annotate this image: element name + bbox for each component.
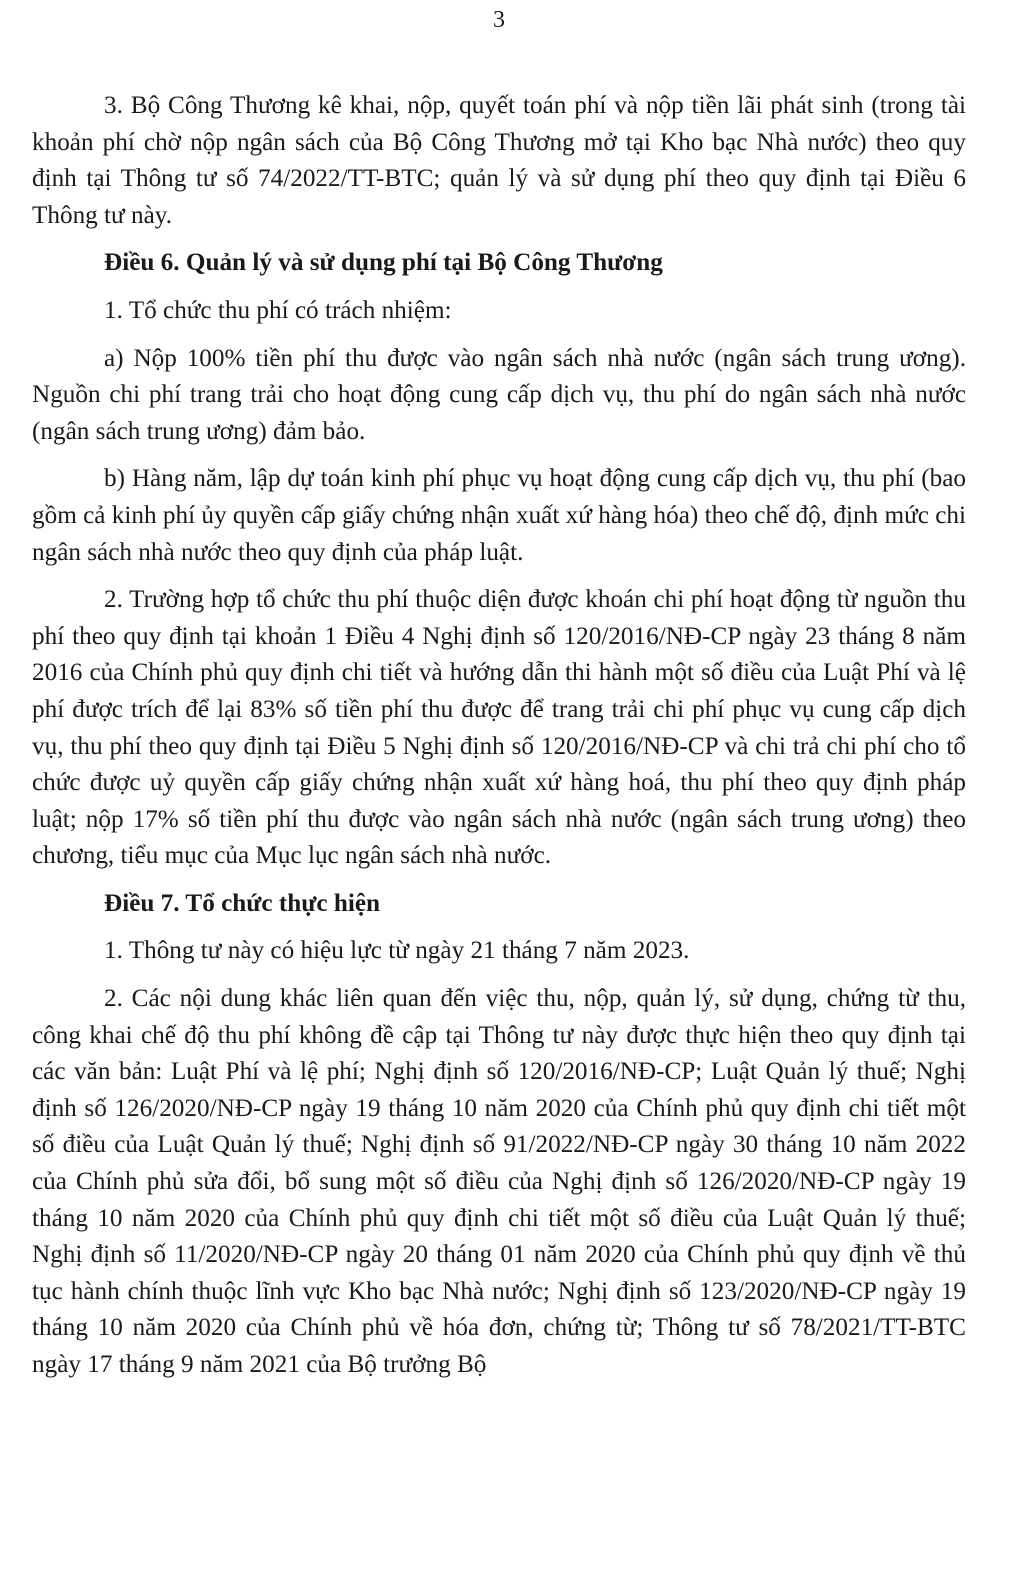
body-paragraph: a) Nộp 100% tiền phí thu được vào ngân sách nhà nước (ngân sách trung ương). Nguồn chi phí trang trải cho hoạt động cung cấp dịch vụ, thu phí do ngân sách nhà nước (ngân sách trung ương) đảm bảo.	[32, 344, 966, 445]
body-paragraph: 1. Thông tư này có hiệu lực từ ngày 21 tháng 7 năm 2023.	[104, 937, 690, 965]
body-paragraph: 2. Các nội dung khác liên quan đến việc thu, nộp, quản lý, sử dụng, chứng từ thu, công khai chế độ thu phí không đề cập tại Thông tư này được thực hiện theo quy định tại các văn bản: Luật Phí và lệ phí; Nghị định số 120/2016/NĐ-CP; Luật Quản lý thuế; Nghị định số 126/2020/NĐ-CP ngày 19 tháng 10 năm 2020 của Chính phủ quy định chi tiết một số điều của Luật Quản lý thuế; Nghị định số 91/2022/NĐ-CP ngày 30 tháng 10 năm 2022 của Chính phủ sửa đổi, bổ sung một số điều của Nghị định số 126/2020/NĐ-CP ngày 19 tháng 10 năm 2020 của Chính phủ quy định chi tiết một số điều của Luật Quản lý thuế; Nghị định số 11/2020/NĐ-CP ngày 20 tháng 01 năm 2020 của Chính phủ quy định về thủ tục hành chính thuộc lĩnh vực Kho bạc Nhà nước; Nghị định số 123/2020/NĐ-CP ngày 19 tháng 10 năm 2020 của Chính phủ về hóa đơn, chứng từ; Thông tư số 78/2021/TT-BTC ngày 17 tháng 9 năm 2021 của Bộ trưởng Bộ	[32, 985, 966, 1378]
body-paragraph: b) Hàng năm, lập dự toán kinh phí phục vụ hoạt động cung cấp dịch vụ, thu phí (bao gồm cả kinh phí ủy quyền cấp giấy chứng nhận xuất xứ hàng hóa) theo chế độ, định mức chi ngân sách nhà nước theo quy định của pháp luật.	[32, 465, 966, 566]
body-paragraph: 2. Trường hợp tổ chức thu phí thuộc diện được khoán chi phí hoạt động từ nguồn thu phí theo quy định tại khoản 1 Điều 4 Nghị định số 120/2016/NĐ-CP ngày 23 tháng 8 năm 2016 của Chính phủ quy định chi tiết và hướng dẫn thi hành một số điều của Luật Phí và lệ phí được trích để lại 83% số tiền phí thu được để trang trải chi phí phục vụ cung cấp dịch vụ, thu phí theo quy định tại Điều 5 Nghị định số 120/2016/NĐ-CP và chi trả chi phí cho tổ chức được uỷ quyền cấp giấy chứng nhận xuất xứ hàng hoá, thu phí theo quy định pháp luật; nộp 17% số tiền phí thu được vào ngân sách nhà nước (ngân sách trung ương) theo chương, tiểu mục của Mục lục ngân sách nhà nước.	[32, 586, 966, 870]
page-number: 3	[493, 7, 505, 33]
section-heading: Điều 7. Tổ chức thực hiện	[104, 889, 381, 917]
section-heading: Điều 6. Quản lý và sử dụng phí tại Bộ Công Thương	[104, 249, 663, 277]
body-paragraph: 1. Tổ chức thu phí có trách nhiệm:	[104, 296, 452, 324]
body-paragraph: 3. Bộ Công Thương kê khai, nộp, quyết toán phí và nộp tiền lãi phát sinh (trong tài khoản phí chờ nộp ngân sách của Bộ Công Thương mở tại Kho bạc Nhà nước) theo quy định tại Thông tư số 74/2022/TT-BTC; quản lý và sử dụng phí theo quy định tại Điều 6 Thông tư này.	[32, 92, 966, 229]
document-body	[32, 88, 966, 1384]
